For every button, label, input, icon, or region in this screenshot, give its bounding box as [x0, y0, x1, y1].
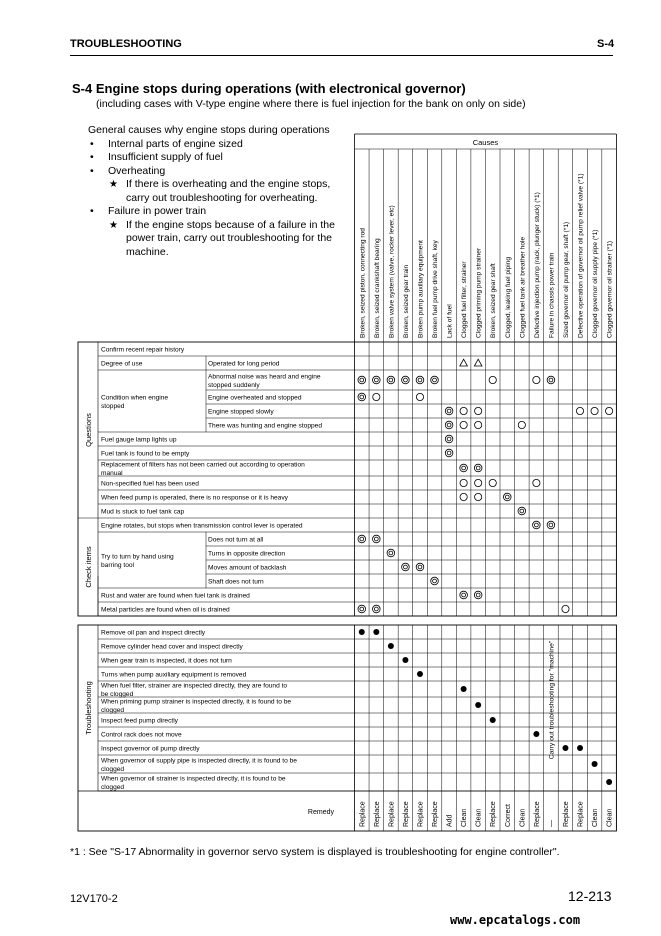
double-circle-mark [547, 521, 555, 529]
dot-mark [606, 779, 612, 785]
cause-label: Broken, seized gear shaft [490, 263, 498, 338]
question-row-label: Confirm recent repair history [101, 346, 185, 354]
dot-mark [475, 702, 481, 708]
double-circle-mark [358, 393, 366, 401]
double-circle-mark-inner [360, 378, 364, 382]
check-row-label: Shaft does not turn [208, 578, 264, 586]
general-cause-item: • Overheating [88, 165, 350, 179]
question-row-label: When feed pump is operated, there is no response or it is heavy [101, 494, 288, 502]
check-row-label: Moves amount of backlash [208, 564, 287, 572]
double-circle-mark [460, 591, 468, 599]
double-circle-mark-inner [418, 378, 422, 382]
circle-mark [518, 421, 525, 428]
double-circle-mark [358, 605, 366, 613]
double-circle-mark-inner [389, 378, 393, 382]
double-circle-mark [431, 577, 439, 585]
troubleshooting-row-label: Control rack does not move [101, 731, 182, 739]
question-row-label: There was hunting and engine stopped [208, 422, 323, 430]
remedy-value: Replace [432, 801, 440, 827]
double-circle-mark [358, 376, 366, 384]
cause-label: Failure in chassis power train [548, 252, 556, 338]
double-circle-mark [474, 464, 482, 472]
group-label-check-items: Check items [84, 546, 93, 588]
group-label-questions: Questions [84, 413, 93, 447]
cause-label: Lack of fuel [446, 304, 454, 338]
general-cause-note-line: power train, carry out troubleshooting for the [126, 232, 333, 244]
question-row-label: Engine stopped slowly [208, 408, 274, 416]
remedy-value: Replace [562, 801, 570, 827]
general-cause-note-line: ★ If there is overheating and the engine stops, [88, 178, 350, 192]
remedy-value: Clean [519, 808, 527, 827]
circle-mark [533, 376, 540, 383]
double-circle-mark [402, 563, 410, 571]
circle-mark [460, 479, 467, 486]
troubleshooting-frame [78, 625, 616, 831]
check-row-label: Does not turn at all [208, 536, 264, 544]
double-circle-mark [460, 464, 468, 472]
general-cause-item: • Failure in power train [88, 205, 350, 219]
circle-mark [460, 493, 467, 500]
parent-label: Degree of use [101, 360, 143, 368]
cause-label: Defective injection pump (rack, plunger stuck) (*1) [533, 192, 541, 338]
question-row-label: Mud is stuck to fuel tank cap [101, 508, 185, 516]
cause-label: Broken valve system (valve, rocker lever, etc) [388, 205, 396, 338]
troubleshooting-row-label: When gear train is inspected, it does not turn [101, 657, 232, 665]
circle-mark [562, 605, 569, 612]
cause-label: Broken, seized crankshaft bearing [373, 238, 381, 338]
dot-mark [402, 657, 408, 663]
double-circle-mark [445, 435, 453, 443]
double-circle-mark [533, 521, 541, 529]
double-circle-mark-inner [476, 593, 480, 597]
question-row-label: Fuel gauge lamp lights up [101, 436, 177, 444]
double-circle-mark [373, 535, 381, 543]
double-circle-mark-inner [476, 466, 480, 470]
double-circle-mark-inner [447, 423, 451, 427]
circle-mark [489, 479, 496, 486]
cause-label: Sized governor oil pump gear, shaft (*1) [562, 221, 570, 338]
remedy-value: Replace [373, 801, 381, 827]
cause-label: Clogged fuel filter, strainer [461, 261, 469, 338]
double-circle-mark [474, 591, 482, 599]
double-circle-mark-inner [374, 537, 378, 541]
general-causes-heading: General causes why engine stops during operations [88, 124, 330, 136]
double-circle-mark-inner [520, 509, 524, 513]
cause-label: Clogged fuel tank air breather hole [519, 236, 527, 338]
question-row-label: manual [101, 469, 123, 477]
troubleshooting-row-label: be clogged [101, 690, 134, 698]
circle-mark [475, 421, 482, 428]
troubleshooting-row-label: When priming pump strainer is inspected directly, it is found to be [101, 698, 292, 706]
section-code: S-4 [597, 38, 615, 50]
cause-label: Defective operation of governor oil pump relief valve (*1) [577, 173, 585, 338]
double-circle-mark-inner [404, 378, 408, 382]
triangle-mark [460, 359, 468, 366]
double-circle-mark-inner [534, 523, 538, 527]
double-circle-mark-inner [505, 495, 509, 499]
double-circle-mark-inner [374, 378, 378, 382]
question-row-label: Replacement of filters has not been carried out according to operation [101, 461, 305, 469]
cause-label: Clogged governor oil supply pipe (*1) [592, 229, 600, 338]
circle-mark [475, 407, 482, 414]
question-row-label: Non-specified fuel has been used [101, 480, 199, 488]
double-circle-mark [431, 376, 439, 384]
dot-mark [359, 629, 365, 635]
dot-mark [417, 671, 423, 677]
remedy-value: Replace [417, 801, 425, 827]
section-header: TROUBLESHOOTING [70, 38, 182, 50]
double-circle-mark [402, 376, 410, 384]
remedy-value: Replace [533, 801, 541, 827]
double-circle-mark-inner [433, 579, 437, 583]
troubleshooting-row-label: When fuel filter, strainer are inspected directly, they are found to [101, 682, 288, 690]
double-circle-mark-inner [360, 395, 364, 399]
double-circle-mark [518, 507, 526, 515]
troubleshooting-row-label: Remove cylinder head cover and inspect directly [101, 643, 243, 651]
double-circle-mark [387, 376, 395, 384]
questions-check-frame [78, 342, 616, 616]
troubleshooting-row-label: Inspect governor oil pump directly [101, 745, 200, 753]
question-row-label: Fuel tank is found to be empty [101, 450, 190, 458]
double-circle-mark-inner [447, 409, 451, 413]
watermark-url: www.epcatalogs.com [450, 913, 581, 927]
cause-label: Clogged governor oil strainer (*1) [606, 240, 614, 338]
cause-label: Broken pump auxiliary equipment [417, 240, 425, 338]
troubleshooting-row-label: clogged [101, 706, 125, 714]
remedy-value: Replace [402, 801, 410, 827]
circle-mark [591, 407, 598, 414]
double-circle-mark-inner [447, 451, 451, 455]
general-cause-item: • Insufficient supply of fuel [88, 151, 350, 165]
remedy-value: Replace [359, 801, 367, 827]
double-circle-mark-inner [433, 378, 437, 382]
troubleshooting-row-label: clogged [101, 765, 125, 773]
triangle-mark [474, 359, 482, 366]
dot-mark [592, 761, 598, 767]
circle-mark [373, 393, 380, 400]
question-row-label: Abnormal noise was heard and engine [208, 373, 321, 381]
double-circle-mark [358, 535, 366, 543]
question-row-label: Operated for long period [208, 360, 280, 368]
general-cause-item: • Internal parts of engine sized [88, 138, 350, 152]
page-subtitle: (including cases with V-type engine where there is fuel injection for the bank on only on side) [96, 98, 526, 110]
remedy-value: Clean [475, 808, 483, 827]
remedy-label: Remedy [307, 809, 334, 816]
double-circle-mark-inner [549, 378, 553, 382]
dot-mark [577, 745, 583, 751]
remedy-value: Replace [490, 801, 498, 827]
troubleshooting-row-label: When governor oil strainer is inspected directly, it is found to be [101, 775, 286, 783]
double-circle-mark [416, 563, 424, 571]
cause-label: Clogged priming pump strainer [475, 247, 483, 338]
check-row-label: Engine rotates, but stops when transmission control lever is operated [101, 522, 303, 530]
circle-mark [606, 407, 613, 414]
check-row-label: Rust and water are found when fuel tank is drained [101, 592, 250, 600]
group-label-troubleshooting: Troubleshooting [84, 681, 93, 735]
remedy-value: Clean [461, 808, 469, 827]
circle-mark [533, 479, 540, 486]
cause-label: Broken fuel pump drive shaft, key [432, 240, 440, 338]
double-circle-mark [547, 376, 555, 384]
circle-mark [576, 407, 583, 414]
remedy-value: Replace [577, 801, 585, 827]
double-circle-mark-inner [374, 607, 378, 611]
circle-mark [416, 393, 423, 400]
remedy-value: Correct [504, 804, 512, 827]
double-circle-mark-inner [447, 437, 451, 441]
double-circle-mark-inner [462, 466, 466, 470]
troubleshooting-row-label: When governor oil supply pipe is inspected directly, it is found to be [101, 757, 297, 765]
circle-mark [475, 479, 482, 486]
double-circle-mark [503, 493, 511, 501]
circle-mark [460, 407, 467, 414]
page-number: 12-213 [568, 888, 612, 904]
dot-mark [373, 629, 379, 635]
parent-label: Condition when engine [101, 394, 169, 402]
double-circle-mark [373, 605, 381, 613]
remedy-value: Clean [606, 808, 614, 827]
parent-label: stopped [101, 402, 125, 410]
causes-header: Causes [472, 138, 499, 147]
check-row-label: Turns in opposite direction [208, 550, 286, 558]
circle-mark [460, 421, 467, 428]
double-circle-mark-inner [404, 565, 408, 569]
cause-label: Broken, seized gear train [402, 264, 410, 338]
cause-label: Broken, seized piston, connecting rod [359, 228, 367, 338]
question-row-label: Engine overheated and stopped [208, 394, 302, 402]
troubleshooting-row-label: Inspect feed pump directly [101, 717, 178, 725]
circle-mark [489, 376, 496, 383]
troubleshooting-row-label: Remove oil pan and inspect directly [101, 629, 206, 637]
double-circle-mark [416, 376, 424, 384]
double-circle-mark-inner [360, 537, 364, 541]
cause-label: Clogged, leaking fuel piping [504, 256, 512, 338]
dot-mark [388, 643, 394, 649]
dot-mark [533, 731, 539, 737]
remedy-value: Add [446, 814, 454, 827]
double-circle-mark-inner [360, 607, 364, 611]
double-circle-mark [373, 376, 381, 384]
remedy-value: — [548, 820, 556, 827]
double-circle-mark [445, 407, 453, 415]
double-circle-mark [387, 549, 395, 557]
double-circle-mark-inner [389, 551, 393, 555]
troubleshooting-row-label: clogged [101, 783, 125, 791]
page-title: S-4 Engine stops during operations (with electronical governor) [72, 81, 466, 96]
dot-mark [562, 745, 568, 751]
parent-label: barring tool [101, 561, 134, 569]
footnote: *1 : See "S-17 Abnormality in governor servo system is displayed is troubleshooting for engine controller". [70, 846, 560, 858]
remedy-value: Replace [388, 801, 396, 827]
general-cause-note-line: machine. [126, 245, 169, 258]
double-circle-mark-inner [462, 593, 466, 597]
troubleshooting-row-label: Turns when pump auxiliary equipment is removed [101, 671, 247, 679]
dot-mark [490, 717, 496, 723]
model-code: 12V170-2 [70, 893, 118, 905]
remedy-value: Clean [592, 808, 600, 827]
general-cause-note-line: carry out troubleshooting for overheating. [126, 191, 318, 204]
question-row-label: stopped suddenly [208, 381, 260, 389]
dot-mark [461, 686, 467, 692]
general-cause-note-line: ★ If the engine stops because of a failure in the [88, 219, 350, 233]
machine-note: Carry out troubleshooting for "machine" [548, 640, 556, 760]
circle-mark [475, 493, 482, 500]
double-circle-mark [445, 421, 453, 429]
double-circle-mark-inner [418, 565, 422, 569]
parent-label: Try to turn by hand using [101, 553, 174, 561]
double-circle-mark [445, 449, 453, 457]
check-row-label: Metal particles are found when oil is drained [101, 606, 230, 614]
double-circle-mark-inner [549, 523, 553, 527]
